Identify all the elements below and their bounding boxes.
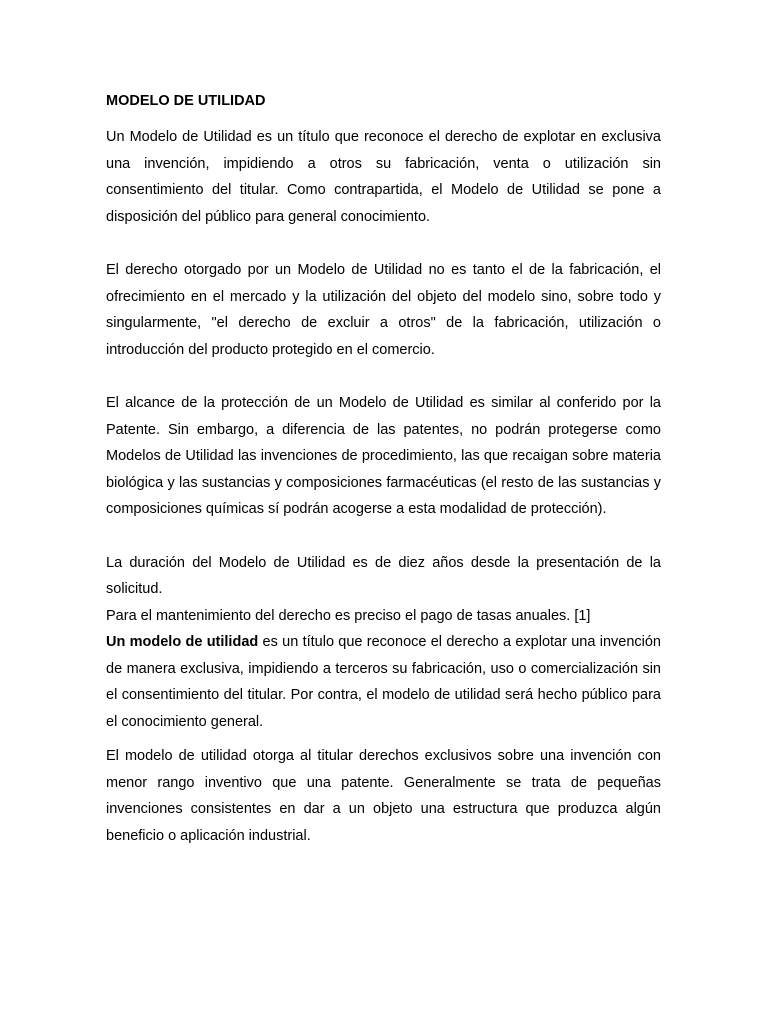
paragraph-summary-bold-lead: Un modelo de utilidad [106,634,259,650]
document-page [106,90,661,849]
paragraph-maintenance: Para el mantenimiento del derecho es preciso el pago de tasas anuales. [1] [106,607,591,624]
document-title: MODELO DE UTILIDAD [106,93,266,109]
paragraph-duration: La duración del Modelo de Utilidad es de diez años desde la presentación de la solicitud. [106,554,661,597]
paragraph-exclusive-rights: El modelo de utilidad otorga al titular derechos exclusivos sobre una invención con menor rango inventivo que una patente. Generalmente se trata de pequeñas invenciones consistentes en dar a un objeto una estructura que produzca algún beneficio o aplicación industrial. [106,748,661,844]
paragraph-summary [106,629,661,735]
paragraph-rights: El derecho otorgado por un Modelo de Utilidad no es tanto el de la fabricación, el ofrecimiento en el mercado y la utilización del objeto del modelo sino, sobre todo y singularmente, "el derecho de excluir a otros" de la fabricación, utilización o introducción del producto protegido en el comercio. [106,262,661,358]
paragraph-definition: Un Modelo de Utilidad es un título que reconoce el derecho de explotar en exclusiva una invención, impidiendo a otros su fabricación, venta o utilización sin consentimiento del titular. Como contrapartida, el Modelo de Utilidad se pone a disposición del público para general conocimiento. [106,129,661,225]
paragraph-scope: El alcance de la protección de un Modelo de Utilidad es similar al conferido por la Patente. Sin embargo, a diferencia de las patentes, no podrán protegerse como Modelos de Utilidad las invenciones de procedimiento, las que recaigan sobre materia biológica y las sustancias y composiciones farmacéuticas (el resto de las sustancias y composiciones químicas sí podrán acogerse a esta modalidad de protección). [106,395,661,517]
paragraph-summary-text: es un título que reconoce el derecho a explotar una invención de manera exclusiva, impidiendo a terceros su fabricación, uso o comercialización sin el consentimiento del titular. Por contra, el modelo de utilidad será hecho público para el conocimiento general. [106,634,661,730]
